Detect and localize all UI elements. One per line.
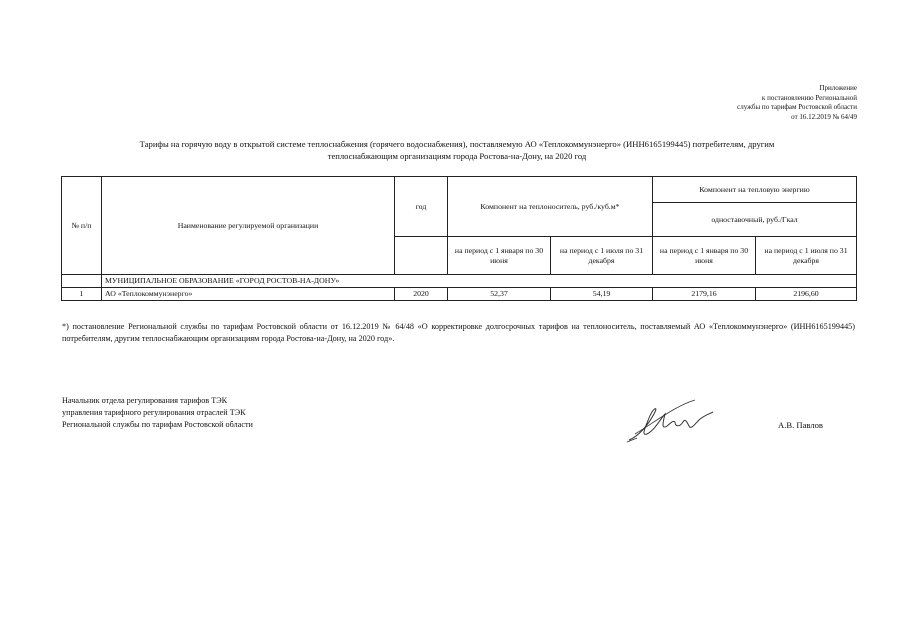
header-period-1: на период с 1 января по 30 июня [448,237,551,275]
tariff-table [61,176,857,301]
row-value-3: 2179,16 [653,288,756,301]
row-year: 2020 [395,288,448,301]
header-year-blank [395,237,448,275]
row-value-2: 54,19 [551,288,653,301]
appendix-line-2: к постановлению Региональной [761,93,857,102]
footnote: *) постановление Региональной службы по тарифам Ростовской области от 16.12.2019 № 64/48 «О корректировке долгосрочных тарифов на теплоноситель, поставляемый АО «Теплокоммунэнерго» (ИНН6165199445) потребителям, другим теплоснабжающим организациям города Ростова-на-Дону, на 2020 год». [62,322,855,343]
appendix-line-1: Приложение [819,84,857,92]
signatory-position [62,395,253,431]
row-value-4: 2196,60 [756,288,857,301]
title-line-2: теплоснабжающим организациям города Ростова-на-Дону, на 2020 год [327,151,587,161]
signatory-line-2: управления тарифного регулирования отраслей ТЭК [62,408,246,417]
row-num: 1 [62,288,102,301]
header-period-2: на период с 1 июля по 31 декабря [551,237,653,275]
header-org: Наименование регулируемой организации [102,177,395,275]
header-num: № п/п [62,177,102,275]
table-row [62,288,857,301]
header-period-3: на период с 1 января по 30 июня [653,237,756,275]
section-row: МУНИЦИПАЛЬНОЕ ОБРАЗОВАНИЕ «ГОРОД РОСТОВ-НА-ДОНУ» [102,275,857,288]
signatory-line-3: Региональной службы по тарифам Ростовской области [62,420,253,429]
signatory-name: А.В. Павлов [778,420,823,430]
handwritten-signature [625,396,715,446]
header-year: год [395,177,448,237]
header-period-4: на период с 1 июля по 31 декабря [756,237,857,275]
document-title [62,138,852,162]
appendix-line-4: от 16.12.2019 № 64/49 [791,112,857,121]
header-thermal-energy: Компонент на тепловую энергию [653,177,857,203]
appendix-line-3: службы по тарифам Ростовской области [737,103,857,111]
section-num-blank [62,275,102,288]
row-value-1: 52,37 [448,288,551,301]
header-one-rate: одноставочный, руб./Гкал [653,203,857,237]
appendix-note [737,84,857,122]
title-line-1: Тарифы на горячую воду в открытой системе теплоснабжения (горячего водоснабжения), поставляемую АО «Теплокоммунэнерго» (ИНН6165199445) потребителям, другим [139,139,775,149]
signatory-line-1: Начальник отдела регулирования тарифов ТЭК [62,396,228,405]
row-org: АО «Теплокоммунэнерго» [102,288,395,301]
header-heat-carrier: Компонент на теплоноситель, руб./куб.м* [448,177,653,237]
